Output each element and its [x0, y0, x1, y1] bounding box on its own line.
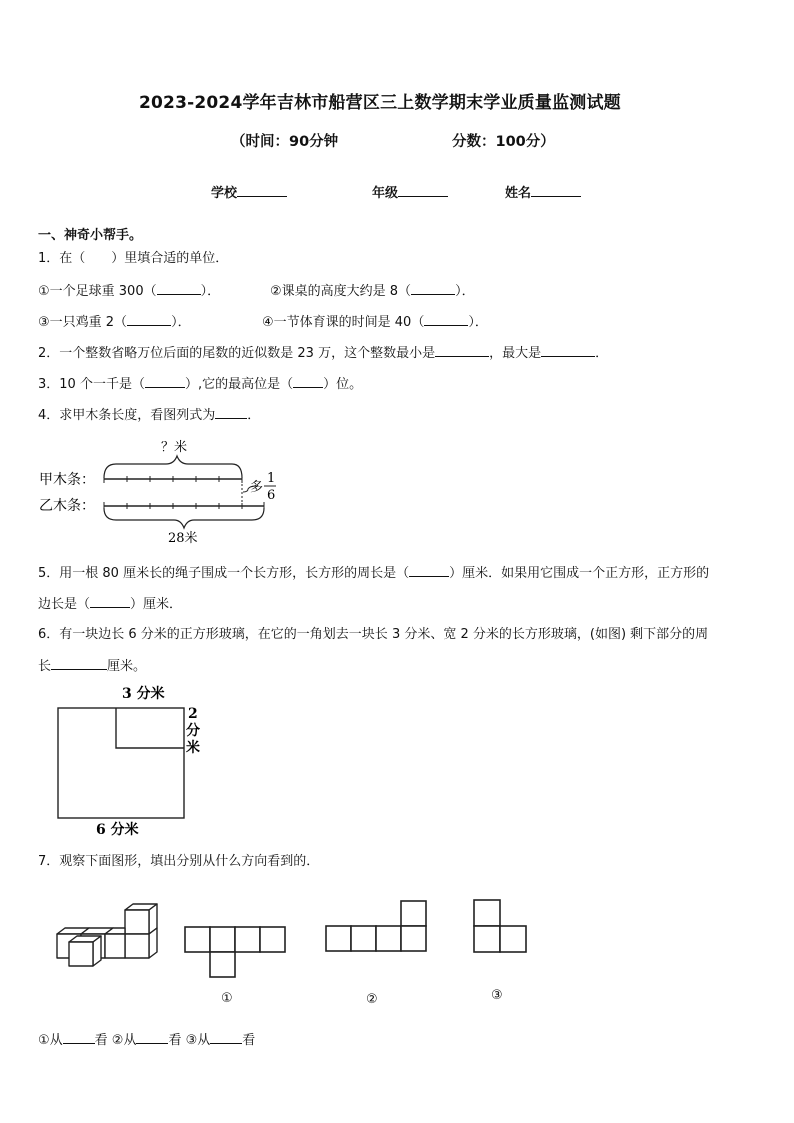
q7-label-3: ③	[491, 988, 503, 1003]
q4-unknown-label: ？米	[161, 440, 188, 455]
q7-view-1	[183, 925, 289, 981]
q6-bottom-label: 6 分米	[96, 822, 139, 838]
q6-right-label-3: 米	[186, 740, 200, 756]
q1-stem: 1．在（ ）里填合适的单位．	[38, 251, 229, 266]
q7-blank-1[interactable]	[63, 1031, 95, 1044]
q7-blank-2[interactable]	[136, 1031, 168, 1044]
q1-d: ④一节体育课的时间是 40（ ）．	[262, 315, 488, 330]
q6-line2: 长 厘米。	[38, 659, 147, 674]
q7-answers: ①从 看 ②从 看 ③从 看	[38, 1033, 256, 1048]
page-title: 2023-2024学年吉林市船营区三上数学期末学业质量监测试题	[139, 93, 621, 113]
name-field[interactable]	[505, 182, 581, 201]
q4-row2-label: 乙木条：	[39, 498, 95, 514]
q7-view-3	[472, 898, 530, 956]
q1-c-blank[interactable]	[127, 313, 171, 326]
q4-stem: 4．求甲木条长度，看图列式为 ．	[38, 408, 261, 423]
q6-right-label-1: 2	[188, 706, 198, 722]
grade-field[interactable]	[372, 182, 448, 201]
q3: 3．10 个一千是（ ）,它的最高位是（ ）位。	[38, 377, 363, 392]
grade-label: 年级	[372, 186, 399, 201]
exam-score: 分数：100分）	[452, 134, 555, 150]
q4-frac-den: 6	[267, 488, 276, 503]
q5-line1: 5．用一根 80 厘米长的绳子围成一个长方形，长方形的周长是（ ）厘米．如果用它围成一个正方形，正方形的	[38, 566, 710, 581]
q7-label-2: ②	[366, 992, 378, 1007]
school-field[interactable]	[211, 182, 287, 201]
q6-line1: 6．有一块边长 6 分米的正方形玻璃，在它的一角划去一块长 3 分米、宽 2 分米的长方形玻璃，(如图) 剩下部分的周	[38, 627, 709, 642]
q4-figure	[36, 434, 286, 546]
q1-c: ③一只鸡重 2（ ）．	[38, 315, 191, 330]
q3-b-blank[interactable]	[293, 375, 323, 388]
q3-a-blank[interactable]	[145, 375, 185, 388]
school-blank[interactable]	[237, 184, 287, 197]
q4-more-label: 多	[250, 480, 264, 495]
q2-max-blank[interactable]	[541, 344, 595, 357]
q4-top-brace	[104, 456, 242, 478]
q5-side-blank[interactable]	[90, 595, 130, 608]
q5-line2: 边长是（ ）厘米．	[38, 597, 183, 612]
q1-b: ②课桌的高度大约是 8（ ）．	[270, 284, 475, 299]
q6-blank[interactable]	[51, 657, 107, 670]
name-blank[interactable]	[531, 184, 581, 197]
section-heading: 一、神奇小帮手。	[38, 228, 143, 243]
q4-blank[interactable]	[215, 406, 247, 419]
q5-perimeter-blank[interactable]	[409, 564, 449, 577]
q1-a-blank[interactable]	[157, 282, 201, 295]
q2-min-blank[interactable]	[435, 344, 489, 357]
q6-top-label: 3 分米	[122, 686, 165, 702]
q7-blank-3[interactable]	[210, 1031, 242, 1044]
q6-figure	[50, 680, 210, 840]
q7-stem: 7．观察下面图形，填出分别从什么方向看到的．	[38, 854, 320, 869]
q4-row1-label: 甲木条：	[39, 472, 95, 488]
q4-bottom-label: 28米	[168, 531, 198, 546]
q7-solid-figure	[52, 900, 164, 972]
q7-view-2	[324, 899, 430, 955]
exam-time: （时间：90分钟	[231, 134, 339, 150]
q1-b-blank[interactable]	[411, 282, 455, 295]
q6-square	[58, 708, 184, 818]
school-label: 学校	[211, 186, 238, 201]
q6-cut-rect	[116, 708, 184, 748]
q6-right-label-2: 分	[186, 723, 200, 739]
q2: 2．一个整数省略万位后面的尾数的近似数是 23 万，这个整数最小是 ，最大是 ．	[38, 346, 609, 361]
grade-blank[interactable]	[398, 184, 448, 197]
q7-label-1: ①	[221, 991, 233, 1006]
q1-d-blank[interactable]	[424, 313, 468, 326]
name-label: 姓名	[505, 186, 532, 201]
q4-bottom-brace	[104, 508, 264, 528]
q1-a: ①一个足球重 300（ ）．	[38, 284, 221, 299]
q4-frac-num: 1	[267, 471, 276, 486]
